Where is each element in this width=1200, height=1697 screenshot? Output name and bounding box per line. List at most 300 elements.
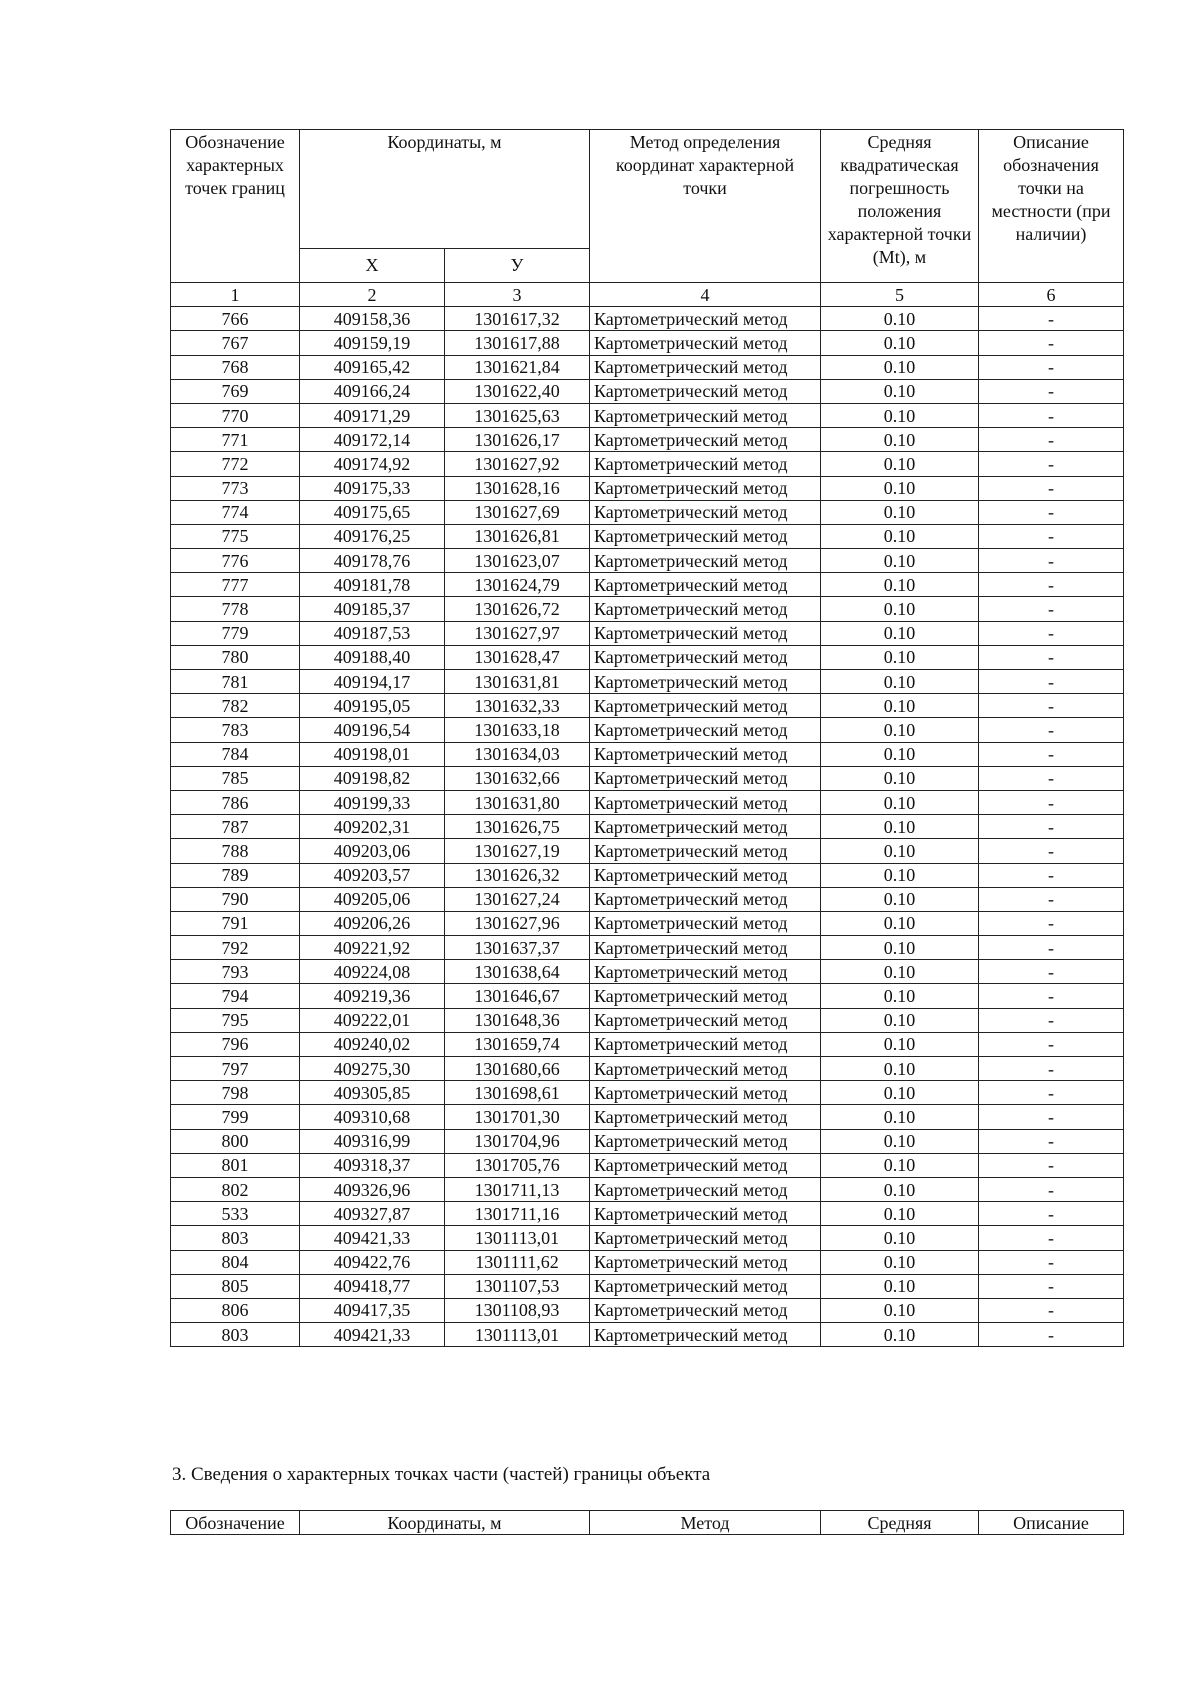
point-number-cell: 803 xyxy=(171,1226,300,1250)
accuracy-cell: 0.10 xyxy=(821,500,979,524)
x-coordinate-cell: 409174,92 xyxy=(300,452,445,476)
method-cell: Картометрический метод xyxy=(590,524,821,548)
method-cell: Картометрический метод xyxy=(590,428,821,452)
y-coordinate-cell: 1301701,30 xyxy=(445,1105,590,1129)
method-cell: Картометрический метод xyxy=(590,718,821,742)
accuracy-cell: 0.10 xyxy=(821,1177,979,1201)
method-cell: Картометрический метод xyxy=(590,984,821,1008)
point-number-cell: 778 xyxy=(171,597,300,621)
x-coordinate-cell: 409205,06 xyxy=(300,887,445,911)
description-cell: - xyxy=(979,452,1124,476)
point-number-cell: 806 xyxy=(171,1298,300,1322)
accuracy-cell: 0.10 xyxy=(821,863,979,887)
x-coordinate-cell: 409203,06 xyxy=(300,839,445,863)
table-row xyxy=(171,1129,1124,1153)
y-coordinate-cell: 1301638,64 xyxy=(445,960,590,984)
description-cell: - xyxy=(979,403,1124,427)
method-cell: Картометрический метод xyxy=(590,1057,821,1081)
method-cell: Картометрический метод xyxy=(590,742,821,766)
table-row xyxy=(171,500,1124,524)
y-coordinate-cell: 1301698,61 xyxy=(445,1081,590,1105)
method-cell: Картометрический метод xyxy=(590,694,821,718)
y-coordinate-cell: 1301680,66 xyxy=(445,1057,590,1081)
description-cell: - xyxy=(979,863,1124,887)
y-coordinate-cell: 1301627,19 xyxy=(445,839,590,863)
table-row xyxy=(171,1323,1124,1347)
y-coordinate-cell: 1301626,72 xyxy=(445,597,590,621)
y-coordinate-cell: 1301627,24 xyxy=(445,887,590,911)
method-cell: Картометрический метод xyxy=(590,790,821,814)
method-cell: Картометрический метод xyxy=(590,1202,821,1226)
table-row xyxy=(171,1057,1124,1081)
description-cell: - xyxy=(979,355,1124,379)
y-coordinate-cell: 1301646,67 xyxy=(445,984,590,1008)
accuracy-cell: 0.10 xyxy=(821,911,979,935)
point-number-cell: 798 xyxy=(171,1081,300,1105)
point-number-cell: 802 xyxy=(171,1177,300,1201)
table-row xyxy=(171,1177,1124,1201)
x-coordinate-cell: 409198,82 xyxy=(300,766,445,790)
point-number-cell: 533 xyxy=(171,1202,300,1226)
point-number-cell: 792 xyxy=(171,936,300,960)
point-number-cell: 779 xyxy=(171,621,300,645)
description-cell: - xyxy=(979,911,1124,935)
method-cell: Картометрический метод xyxy=(590,549,821,573)
description-cell: - xyxy=(979,573,1124,597)
x-coordinate-cell: 409421,33 xyxy=(300,1226,445,1250)
table-row xyxy=(171,839,1124,863)
x-coordinate-cell: 409165,42 xyxy=(300,355,445,379)
table-row xyxy=(171,1153,1124,1177)
y-coordinate-cell: 1301659,74 xyxy=(445,1032,590,1056)
x-coordinate-cell: 409327,87 xyxy=(300,1202,445,1226)
y-coordinate-cell: 1301634,03 xyxy=(445,742,590,766)
accuracy-cell: 0.10 xyxy=(821,1032,979,1056)
method-cell: Картометрический метод xyxy=(590,1274,821,1298)
description-cell: - xyxy=(979,500,1124,524)
method-cell: Картометрический метод xyxy=(590,960,821,984)
x-coordinate-cell: 409224,08 xyxy=(300,960,445,984)
y-coordinate-cell: 1301631,80 xyxy=(445,790,590,814)
method-cell: Картометрический метод xyxy=(590,1153,821,1177)
table-row xyxy=(171,621,1124,645)
accuracy-cell: 0.10 xyxy=(821,839,979,863)
accuracy-cell: 0.10 xyxy=(821,331,979,355)
y-coordinate-cell: 1301626,32 xyxy=(445,863,590,887)
y-coordinate-cell: 1301627,97 xyxy=(445,621,590,645)
y-coordinate-cell: 1301631,81 xyxy=(445,670,590,694)
accuracy-cell: 0.10 xyxy=(821,694,979,718)
point-number-cell: 771 xyxy=(171,428,300,452)
accuracy-cell: 0.10 xyxy=(821,379,979,403)
y-coordinate-cell: 1301625,63 xyxy=(445,403,590,427)
point-number-cell: 805 xyxy=(171,1274,300,1298)
method-cell: Картометрический метод xyxy=(590,597,821,621)
table-row xyxy=(171,1226,1124,1250)
method-cell: Картометрический метод xyxy=(590,1226,821,1250)
description-cell: - xyxy=(979,1177,1124,1201)
accuracy-cell: 0.10 xyxy=(821,1202,979,1226)
header-description: Описание обозначения точки на местности (при наличии) xyxy=(979,130,1124,283)
description-cell: - xyxy=(979,815,1124,839)
point-number-cell: 784 xyxy=(171,742,300,766)
point-number-cell: 804 xyxy=(171,1250,300,1274)
accuracy-cell: 0.10 xyxy=(821,1129,979,1153)
y-coordinate-cell: 1301711,16 xyxy=(445,1202,590,1226)
x-coordinate-cell: 409422,76 xyxy=(300,1250,445,1274)
description-cell: - xyxy=(979,597,1124,621)
description-cell: - xyxy=(979,1323,1124,1347)
point-number-cell: 793 xyxy=(171,960,300,984)
method-cell: Картометрический метод xyxy=(590,403,821,427)
table-row xyxy=(171,960,1124,984)
point-number-cell: 774 xyxy=(171,500,300,524)
header-method: Метод определения координат характерной точки xyxy=(590,130,821,283)
table-row xyxy=(171,1250,1124,1274)
description-cell: - xyxy=(979,936,1124,960)
table-row xyxy=(171,1298,1124,1322)
method-cell: Картометрический метод xyxy=(590,815,821,839)
accuracy-cell: 0.10 xyxy=(821,1153,979,1177)
point-number-cell: 768 xyxy=(171,355,300,379)
y-coordinate-cell: 1301711,13 xyxy=(445,1177,590,1201)
x-coordinate-cell: 409171,29 xyxy=(300,403,445,427)
x-coordinate-cell: 409318,37 xyxy=(300,1153,445,1177)
y-coordinate-cell: 1301113,01 xyxy=(445,1323,590,1347)
method-cell: Картометрический метод xyxy=(590,1177,821,1201)
description-cell: - xyxy=(979,742,1124,766)
point-number-cell: 796 xyxy=(171,1032,300,1056)
y-coordinate-cell: 1301637,37 xyxy=(445,936,590,960)
x-coordinate-cell: 409178,76 xyxy=(300,549,445,573)
column-number-row xyxy=(171,283,1124,307)
point-number-cell: 794 xyxy=(171,984,300,1008)
column-number: 3 xyxy=(445,283,590,307)
accuracy-cell: 0.10 xyxy=(821,476,979,500)
header-method: Метод xyxy=(590,1511,821,1535)
accuracy-cell: 0.10 xyxy=(821,790,979,814)
method-cell: Картометрический метод xyxy=(590,331,821,355)
x-coordinate-cell: 409198,01 xyxy=(300,742,445,766)
description-cell: - xyxy=(979,694,1124,718)
accuracy-cell: 0.10 xyxy=(821,597,979,621)
y-coordinate-cell: 1301623,07 xyxy=(445,549,590,573)
method-cell: Картометрический метод xyxy=(590,621,821,645)
description-cell: - xyxy=(979,670,1124,694)
table-row xyxy=(171,645,1124,669)
description-cell: - xyxy=(979,1274,1124,1298)
accuracy-cell: 0.10 xyxy=(821,355,979,379)
point-number-cell: 777 xyxy=(171,573,300,597)
y-coordinate-cell: 1301648,36 xyxy=(445,1008,590,1032)
method-cell: Картометрический метод xyxy=(590,936,821,960)
point-number-cell: 791 xyxy=(171,911,300,935)
header-y: У xyxy=(445,249,590,283)
accuracy-cell: 0.10 xyxy=(821,428,979,452)
accuracy-cell: 0.10 xyxy=(821,1298,979,1322)
point-number-cell: 790 xyxy=(171,887,300,911)
method-cell: Картометрический метод xyxy=(590,911,821,935)
point-number-cell: 766 xyxy=(171,307,300,331)
table-row xyxy=(171,403,1124,427)
table-row xyxy=(171,1274,1124,1298)
point-number-cell: 782 xyxy=(171,694,300,718)
y-coordinate-cell: 1301633,18 xyxy=(445,718,590,742)
column-number: 4 xyxy=(590,283,821,307)
point-number-cell: 767 xyxy=(171,331,300,355)
description-cell: - xyxy=(979,1202,1124,1226)
x-coordinate-cell: 409187,53 xyxy=(300,621,445,645)
accuracy-cell: 0.10 xyxy=(821,573,979,597)
x-coordinate-cell: 409176,25 xyxy=(300,524,445,548)
description-cell: - xyxy=(979,331,1124,355)
description-cell: - xyxy=(979,1226,1124,1250)
description-cell: - xyxy=(979,1153,1124,1177)
x-coordinate-cell: 409421,33 xyxy=(300,1323,445,1347)
accuracy-cell: 0.10 xyxy=(821,984,979,1008)
table-row xyxy=(171,573,1124,597)
accuracy-cell: 0.10 xyxy=(821,815,979,839)
table-row xyxy=(171,1008,1124,1032)
section-3-title: 3. Сведения о характерных точках части (частей) границы объекта xyxy=(172,1464,711,1485)
method-cell: Картометрический метод xyxy=(590,1250,821,1274)
description-cell: - xyxy=(979,1105,1124,1129)
description-cell: - xyxy=(979,766,1124,790)
header-coordinates: Координаты, м xyxy=(300,130,590,249)
description-cell: - xyxy=(979,476,1124,500)
x-coordinate-cell: 409188,40 xyxy=(300,645,445,669)
y-coordinate-cell: 1301704,96 xyxy=(445,1129,590,1153)
point-number-cell: 769 xyxy=(171,379,300,403)
point-number-cell: 801 xyxy=(171,1153,300,1177)
method-cell: Картометрический метод xyxy=(590,645,821,669)
method-cell: Картометрический метод xyxy=(590,1323,821,1347)
description-cell: - xyxy=(979,1008,1124,1032)
accuracy-cell: 0.10 xyxy=(821,936,979,960)
table-row xyxy=(171,790,1124,814)
table-row xyxy=(171,1105,1124,1129)
header-accuracy: Средняя квадратическая погрешность положения характерной точки (Мt), м xyxy=(821,130,979,283)
accuracy-cell: 0.10 xyxy=(821,1274,979,1298)
table-row xyxy=(171,379,1124,403)
accuracy-cell: 0.10 xyxy=(821,307,979,331)
description-cell: - xyxy=(979,645,1124,669)
point-number-cell: 772 xyxy=(171,452,300,476)
accuracy-cell: 0.10 xyxy=(821,1081,979,1105)
y-coordinate-cell: 1301617,88 xyxy=(445,331,590,355)
method-cell: Картометрический метод xyxy=(590,766,821,790)
method-cell: Картометрический метод xyxy=(590,1129,821,1153)
table-row xyxy=(171,670,1124,694)
method-cell: Картометрический метод xyxy=(590,863,821,887)
description-cell: - xyxy=(979,1081,1124,1105)
header-point-designation: Обозначение характерных точек границ xyxy=(171,130,300,283)
method-cell: Картометрический метод xyxy=(590,452,821,476)
description-cell: - xyxy=(979,307,1124,331)
x-coordinate-cell: 409219,36 xyxy=(300,984,445,1008)
table-row xyxy=(171,718,1124,742)
accuracy-cell: 0.10 xyxy=(821,452,979,476)
point-number-cell: 803 xyxy=(171,1323,300,1347)
accuracy-cell: 0.10 xyxy=(821,524,979,548)
description-cell: - xyxy=(979,984,1124,1008)
y-coordinate-cell: 1301628,16 xyxy=(445,476,590,500)
method-cell: Картометрический метод xyxy=(590,476,821,500)
boundary-points-table xyxy=(170,129,1124,1347)
point-number-cell: 797 xyxy=(171,1057,300,1081)
accuracy-cell: 0.10 xyxy=(821,1105,979,1129)
accuracy-cell: 0.10 xyxy=(821,1323,979,1347)
method-cell: Картометрический метод xyxy=(590,355,821,379)
x-coordinate-cell: 409185,37 xyxy=(300,597,445,621)
point-number-cell: 787 xyxy=(171,815,300,839)
accuracy-cell: 0.10 xyxy=(821,1250,979,1274)
method-cell: Картометрический метод xyxy=(590,670,821,694)
description-cell: - xyxy=(979,379,1124,403)
table-row xyxy=(171,1032,1124,1056)
x-coordinate-cell: 409222,01 xyxy=(300,1008,445,1032)
header-accuracy: Средняя xyxy=(821,1511,979,1535)
accuracy-cell: 0.10 xyxy=(821,621,979,645)
description-cell: - xyxy=(979,1129,1124,1153)
point-number-cell: 781 xyxy=(171,670,300,694)
x-coordinate-cell: 409158,36 xyxy=(300,307,445,331)
description-cell: - xyxy=(979,1032,1124,1056)
y-coordinate-cell: 1301107,53 xyxy=(445,1274,590,1298)
table-row xyxy=(171,476,1124,500)
point-number-cell: 776 xyxy=(171,549,300,573)
accuracy-cell: 0.10 xyxy=(821,887,979,911)
y-coordinate-cell: 1301111,62 xyxy=(445,1250,590,1274)
description-cell: - xyxy=(979,839,1124,863)
method-cell: Картометрический метод xyxy=(590,307,821,331)
x-coordinate-cell: 409417,35 xyxy=(300,1298,445,1322)
x-coordinate-cell: 409175,65 xyxy=(300,500,445,524)
x-coordinate-cell: 409240,02 xyxy=(300,1032,445,1056)
x-coordinate-cell: 409199,33 xyxy=(300,790,445,814)
description-cell: - xyxy=(979,1057,1124,1081)
table-row xyxy=(171,984,1124,1008)
table-row xyxy=(171,766,1124,790)
method-cell: Картометрический метод xyxy=(590,500,821,524)
y-coordinate-cell: 1301113,01 xyxy=(445,1226,590,1250)
method-cell: Картометрический метод xyxy=(590,839,821,863)
point-number-cell: 783 xyxy=(171,718,300,742)
description-cell: - xyxy=(979,1250,1124,1274)
description-cell: - xyxy=(979,887,1124,911)
x-coordinate-cell: 409310,68 xyxy=(300,1105,445,1129)
x-coordinate-cell: 409194,17 xyxy=(300,670,445,694)
column-number: 2 xyxy=(300,283,445,307)
accuracy-cell: 0.10 xyxy=(821,1057,979,1081)
x-coordinate-cell: 409181,78 xyxy=(300,573,445,597)
accuracy-cell: 0.10 xyxy=(821,1226,979,1250)
column-number: 5 xyxy=(821,283,979,307)
description-cell: - xyxy=(979,428,1124,452)
point-number-cell: 800 xyxy=(171,1129,300,1153)
table-row xyxy=(171,307,1124,331)
table-row xyxy=(171,887,1124,911)
accuracy-cell: 0.10 xyxy=(821,549,979,573)
y-coordinate-cell: 1301628,47 xyxy=(445,645,590,669)
table-row xyxy=(171,355,1124,379)
point-number-cell: 795 xyxy=(171,1008,300,1032)
header-point-designation: Обозначение xyxy=(171,1511,300,1535)
accuracy-cell: 0.10 xyxy=(821,718,979,742)
x-coordinate-cell: 409203,57 xyxy=(300,863,445,887)
point-number-cell: 789 xyxy=(171,863,300,887)
method-cell: Картометрический метод xyxy=(590,1298,821,1322)
table-row xyxy=(171,549,1124,573)
point-number-cell: 786 xyxy=(171,790,300,814)
x-coordinate-cell: 409195,05 xyxy=(300,694,445,718)
y-coordinate-cell: 1301621,84 xyxy=(445,355,590,379)
table-row xyxy=(171,428,1124,452)
x-coordinate-cell: 409221,92 xyxy=(300,936,445,960)
description-cell: - xyxy=(979,524,1124,548)
column-number: 6 xyxy=(979,283,1124,307)
table-row xyxy=(171,597,1124,621)
method-cell: Картометрический метод xyxy=(590,1008,821,1032)
point-number-cell: 780 xyxy=(171,645,300,669)
accuracy-cell: 0.10 xyxy=(821,742,979,766)
y-coordinate-cell: 1301626,75 xyxy=(445,815,590,839)
point-number-cell: 788 xyxy=(171,839,300,863)
x-coordinate-cell: 409418,77 xyxy=(300,1274,445,1298)
y-coordinate-cell: 1301627,92 xyxy=(445,452,590,476)
x-coordinate-cell: 409166,24 xyxy=(300,379,445,403)
table-row xyxy=(171,452,1124,476)
point-number-cell: 785 xyxy=(171,766,300,790)
x-coordinate-cell: 409275,30 xyxy=(300,1057,445,1081)
x-coordinate-cell: 409159,19 xyxy=(300,331,445,355)
method-cell: Картометрический метод xyxy=(590,887,821,911)
method-cell: Картометрический метод xyxy=(590,1032,821,1056)
y-coordinate-cell: 1301617,32 xyxy=(445,307,590,331)
accuracy-cell: 0.10 xyxy=(821,960,979,984)
header-coordinates: Координаты, м xyxy=(300,1511,590,1535)
accuracy-cell: 0.10 xyxy=(821,1008,979,1032)
description-cell: - xyxy=(979,549,1124,573)
accuracy-cell: 0.10 xyxy=(821,403,979,427)
table-row xyxy=(171,1081,1124,1105)
y-coordinate-cell: 1301627,69 xyxy=(445,500,590,524)
y-coordinate-cell: 1301632,33 xyxy=(445,694,590,718)
table-row xyxy=(171,815,1124,839)
y-coordinate-cell: 1301624,79 xyxy=(445,573,590,597)
table-row xyxy=(171,331,1124,355)
description-cell: - xyxy=(979,1298,1124,1322)
x-coordinate-cell: 409206,26 xyxy=(300,911,445,935)
y-coordinate-cell: 1301705,76 xyxy=(445,1153,590,1177)
accuracy-cell: 0.10 xyxy=(821,766,979,790)
table-row xyxy=(171,911,1124,935)
y-coordinate-cell: 1301626,81 xyxy=(445,524,590,548)
y-coordinate-cell: 1301626,17 xyxy=(445,428,590,452)
table-row xyxy=(171,863,1124,887)
description-cell: - xyxy=(979,621,1124,645)
accuracy-cell: 0.10 xyxy=(821,670,979,694)
method-cell: Картометрический метод xyxy=(590,573,821,597)
description-cell: - xyxy=(979,960,1124,984)
x-coordinate-cell: 409172,14 xyxy=(300,428,445,452)
table-row xyxy=(171,742,1124,766)
table-row xyxy=(171,524,1124,548)
x-coordinate-cell: 409196,54 xyxy=(300,718,445,742)
y-coordinate-cell: 1301632,66 xyxy=(445,766,590,790)
part-boundary-points-table xyxy=(170,1510,1124,1535)
description-cell: - xyxy=(979,718,1124,742)
